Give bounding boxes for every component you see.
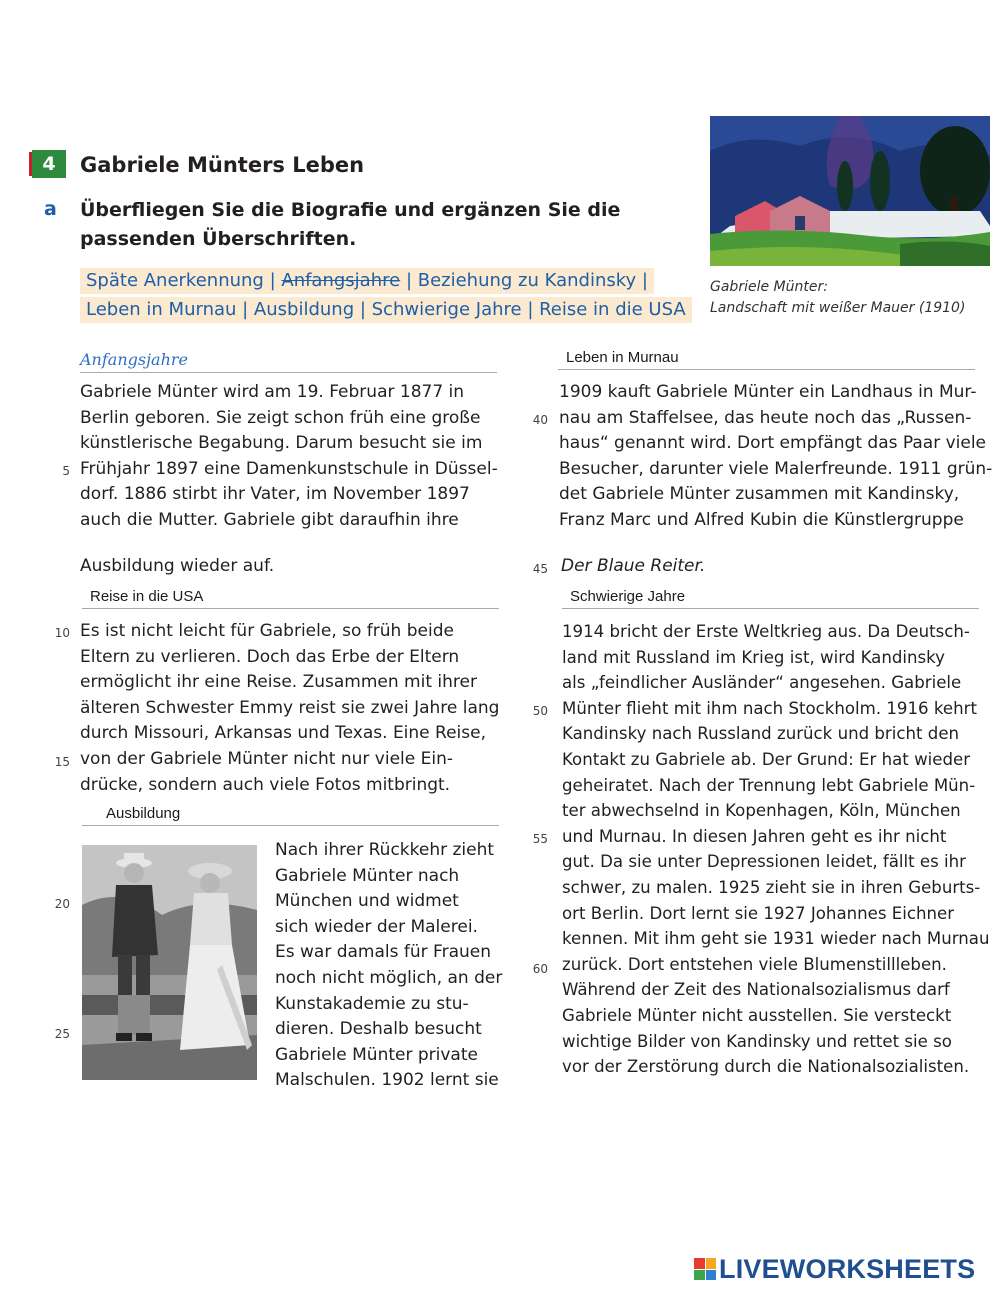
word-bank-item: Leben in Murnau | Ausbildung | Schwierige Jahre | Reise in die USA xyxy=(86,299,686,320)
line-number: 20 xyxy=(54,897,70,911)
line-number: 50 xyxy=(532,704,548,718)
text-line: Besucher, darunter viele Malerfreunde. 1911 grün- xyxy=(559,458,993,479)
text-line: Gabriele Münter nach xyxy=(275,865,460,886)
text-line: Frühjahr 1897 eine Damenkunstschule in Düssel- xyxy=(80,458,498,479)
text-line: ter abwechselnd in Kopenhagen, Köln, München xyxy=(562,801,961,821)
text-line: noch nicht möglich, an der xyxy=(275,967,503,988)
line-number: 10 xyxy=(54,626,70,640)
answer-value: Anfangsjahre xyxy=(80,350,188,369)
exercise-number-badge: 4 xyxy=(32,150,66,178)
caption-work: Landschaft mit weißer Mauer (1910) xyxy=(710,300,966,316)
text-line: kennen. Mit ihm geht sie 1931 wieder nach Murnau xyxy=(562,929,990,949)
text-line: zurück. Dort entstehen viele Blumenstillleben. xyxy=(562,954,947,974)
text-line: schwer, zu malen. 1925 zieht sie in ihren Geburts- xyxy=(562,877,981,897)
text-line: nau am Staffelsee, das heute noch das „Russen- xyxy=(559,407,972,428)
line-number: 45 xyxy=(532,562,548,576)
exercise-title: Gabriele Münters Leben xyxy=(80,153,365,177)
text-line: dorf. 1886 stirbt ihr Vater, im November 1897 xyxy=(80,484,470,505)
text-line: Gabriele Münter nicht ausstellen. Sie versteckt xyxy=(562,1005,952,1025)
text-line: land mit Russland im Krieg ist, wird Kandinsky xyxy=(562,647,945,667)
text-line: Münter flieht mit ihm nach Stockholm. 1916 kehrt xyxy=(562,698,977,718)
answer-field-1[interactable] xyxy=(80,350,497,373)
task-line-1: Überfliegen Sie die Biografie und ergänzen Sie die xyxy=(80,199,621,221)
right-paragraph-1 xyxy=(559,380,992,534)
text-line: haus“ genannt wird. Dort empfängt das Paar viele xyxy=(559,433,987,454)
answer-field-3[interactable] xyxy=(82,803,499,826)
task-line-2: passenden Überschriften. xyxy=(80,228,357,250)
line-number: 5 xyxy=(62,464,70,478)
word-bank-item: | Beziehung zu Kandinsky | xyxy=(405,270,648,291)
text-line: vor der Zerstörung durch die Nationalsozialisten. xyxy=(562,1057,970,1077)
line-number: 60 xyxy=(532,962,548,976)
answer-value: Reise in die USA xyxy=(90,588,204,605)
text-line: det Gabriele Münter zusammen mit Kandinsky, xyxy=(559,484,960,505)
text-line: Eltern zu verlieren. Doch das Erbe der Eltern xyxy=(80,646,460,667)
logo-grid-icon xyxy=(694,1258,716,1280)
liveworksheets-logo xyxy=(694,1252,975,1286)
caption-artist: Gabriele Münter: xyxy=(710,279,828,295)
text-line: Es ist nicht leicht für Gabriele, so früh beide xyxy=(80,621,454,641)
text-line: ort Berlin. Dort lernt sie 1927 Johannes Eichner xyxy=(562,903,955,923)
text-line: älteren Schwester Emmy reist sie zwei Jahre lang xyxy=(80,697,500,718)
task-instruction xyxy=(80,196,640,254)
text-line: künstlerische Begabung. Darum besucht sie im xyxy=(80,433,483,454)
right-paragraph-2 xyxy=(562,619,990,1080)
text-line: Es war damals für Frauen xyxy=(275,942,491,963)
text-line: Nach ihrer Rückkehr zieht xyxy=(275,840,495,860)
text-line: Berlin geboren. Sie zeigt schon früh eine große xyxy=(80,407,481,428)
text-line: 1909 kauft Gabriele Münter ein Landhaus in Mur- xyxy=(559,382,977,402)
left-paragraph-2 xyxy=(80,619,499,798)
text-line: 1914 bricht der Erste Weltkrieg aus. Da Deutsch- xyxy=(562,622,970,641)
answer-field-4[interactable] xyxy=(558,347,975,370)
text-line: gut. Da sie unter Depressionen leidet, fällt es ihr xyxy=(562,852,966,872)
text-line: durch Missouri, Arkansas und Texas. Eine Reise, xyxy=(80,723,486,744)
text-line: drücke, sondern auch viele Fotos mitbringt. xyxy=(80,774,451,795)
answer-field-5[interactable] xyxy=(562,586,979,609)
answer-field-2[interactable] xyxy=(82,586,499,609)
text-line: Gabriele Münter wird am 19. Februar 1877 in xyxy=(80,382,465,402)
text-line: Der Blaue Reiter. xyxy=(561,556,706,576)
answer-value: Leben in Murnau xyxy=(566,349,679,366)
text-line: als „feindlicher Ausländer“ angesehen. Gabriele xyxy=(562,673,962,693)
text-line: Kontakt zu Gabriele ab. Der Grund: Er hat wieder xyxy=(562,749,971,769)
line-number: 55 xyxy=(532,832,548,846)
logo-text: LIVEWORKSHEETS xyxy=(719,1253,976,1284)
text-line: Ausbildung wieder auf. xyxy=(80,556,275,576)
line-number: 15 xyxy=(54,755,70,769)
text-line: und Murnau. In diesen Jahren geht es ihr nicht xyxy=(562,826,947,846)
line-number: 25 xyxy=(54,1027,70,1041)
line-number: 40 xyxy=(532,413,548,427)
left-paragraph-1 xyxy=(80,380,498,534)
left-paragraph-1-end xyxy=(80,554,274,580)
text-line: Malschulen. 1902 lernt sie xyxy=(275,1070,499,1091)
left-paragraph-3 xyxy=(275,838,502,1094)
word-bank-line-1 xyxy=(80,268,654,294)
text-line: Während der Zeit des Nationalsozialismus darf xyxy=(562,980,950,1000)
text-line: ermöglicht ihr eine Reise. Zusammen mit ihrer xyxy=(80,672,477,693)
painting-image xyxy=(710,116,990,266)
text-line: dieren. Deshalb besucht xyxy=(275,1019,482,1040)
word-bank-item-used: Anfangsjahre xyxy=(281,270,401,291)
text-line: Kandinsky nach Russland zurück und bricht den xyxy=(562,724,960,744)
text-line: auch die Mutter. Gabriele gibt daraufhin ihre xyxy=(80,509,459,530)
text-line: sich wieder der Malerei. xyxy=(275,916,478,937)
right-paragraph-1-end xyxy=(561,554,705,580)
text-line: Gabriele Münter private xyxy=(275,1044,478,1065)
text-line: wichtige Bilder von Kandinsky und rettet sie so xyxy=(562,1031,952,1051)
painting-caption xyxy=(710,277,965,319)
answer-value: Ausbildung xyxy=(106,805,181,822)
answer-value: Schwierige Jahre xyxy=(570,588,686,605)
text-line: Franz Marc und Alfred Kubin die Künstlergruppe xyxy=(559,509,964,530)
text-line: geheiratet. Nach der Trennung lebt Gabriele Mün- xyxy=(562,775,976,795)
task-letter: a xyxy=(44,198,57,220)
word-bank-item: Späte Anerkennung | xyxy=(86,270,276,291)
word-bank-line-2 xyxy=(80,297,692,323)
text-line: von der Gabriele Münter nicht nur viele Ein- xyxy=(80,748,453,769)
text-line: München und widmet xyxy=(275,891,459,912)
historic-photo xyxy=(82,845,257,1080)
text-line: Kunstakademie zu stu- xyxy=(275,993,469,1014)
